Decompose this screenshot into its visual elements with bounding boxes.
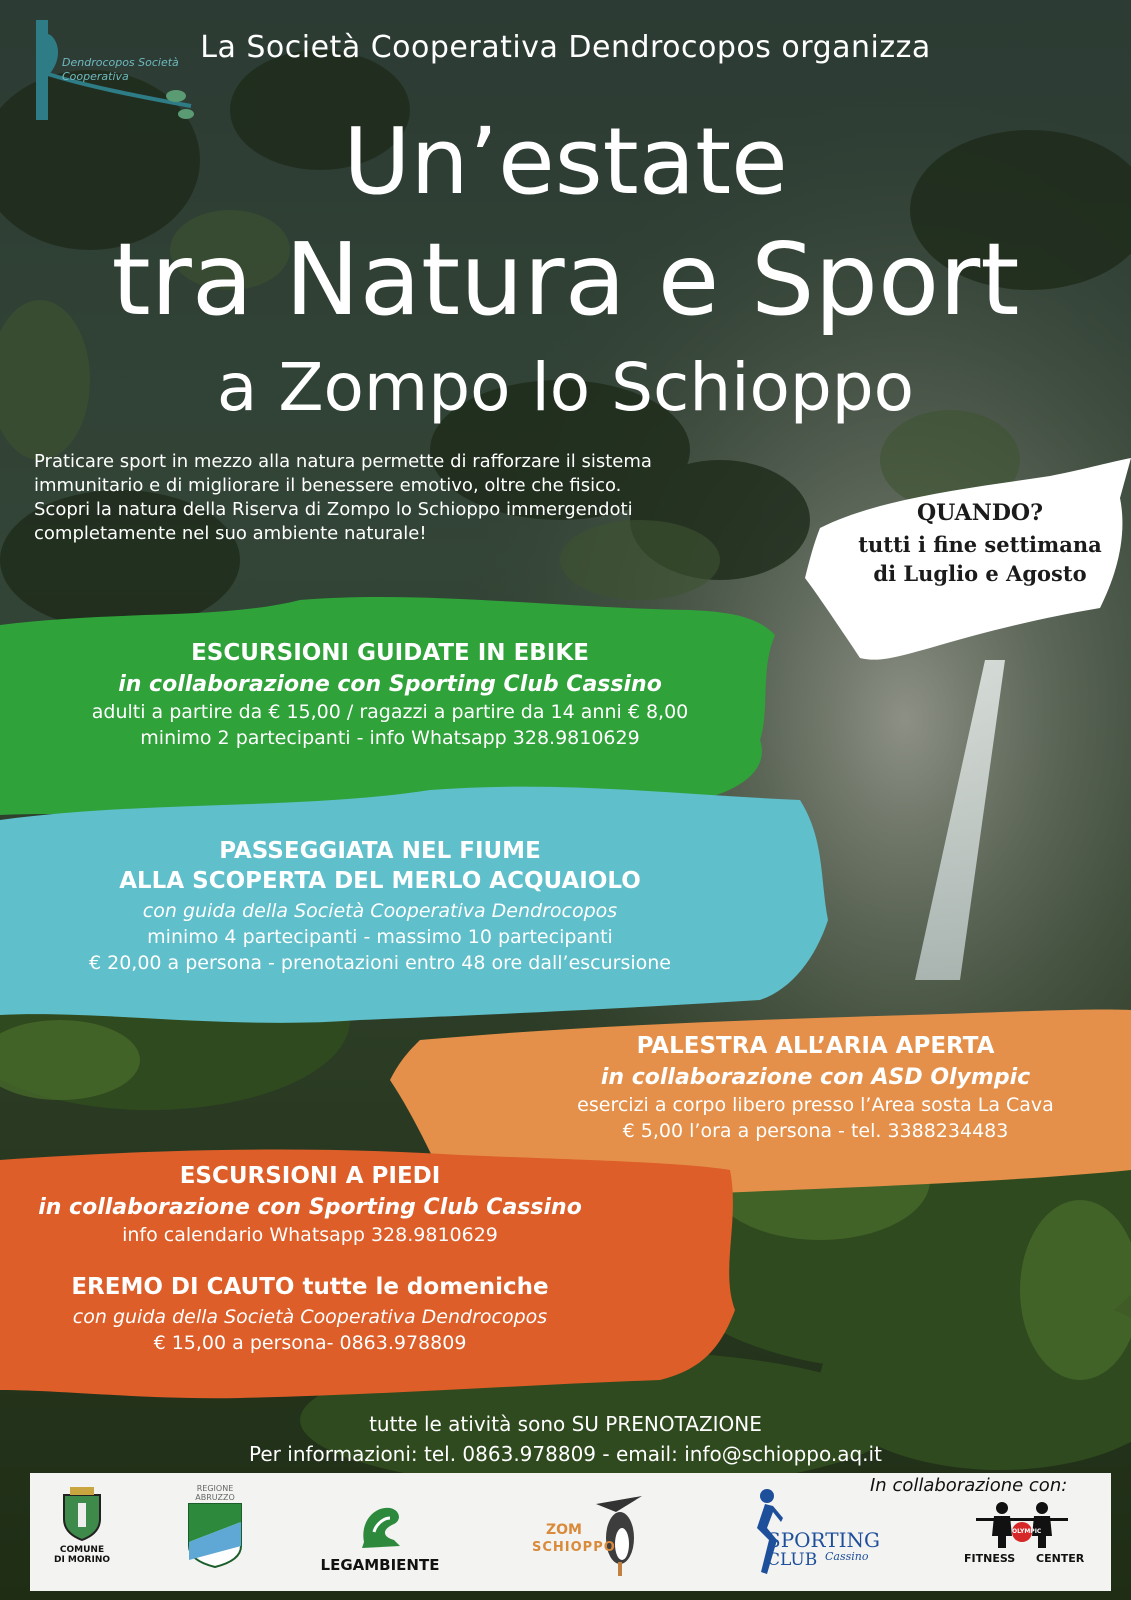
ebike-collab: in collaborazione con Sporting Club Cassino <box>118 672 662 697</box>
sporting-text-3: Cassino <box>825 1550 869 1563</box>
title-line-3: a Zompo lo Schioppo <box>216 349 915 426</box>
coat-of-arms-icon <box>60 1485 104 1541</box>
sporting-text-1: SPORTING <box>767 1528 880 1552</box>
river-participants: minimo 4 partecipanti - massimo 10 partecipanti <box>147 926 613 948</box>
walk-collab: in collaborazione con Sporting Club Cassino <box>38 1195 582 1220</box>
fitness-text-1: FITNESS <box>964 1552 1016 1565</box>
logo-text: Dendrocopos Società Cooperativa <box>62 56 179 83</box>
river-price: € 20,00 a persona - prenotazioni entro 48 ore dall’escursione <box>88 952 671 974</box>
ebike-title: ESCURSIONI GUIDATE IN EBIKE <box>191 640 589 666</box>
walk-title: ESCURSIONI A PIEDI <box>179 1163 441 1189</box>
gym-section <box>500 1033 1131 1142</box>
fitness-text-2: OLYMPIC <box>1012 1528 1042 1535</box>
collaboration-label: In collaborazione con: <box>870 1475 1068 1496</box>
gym-collab: in collaborazione con ASD Olympic <box>600 1065 1031 1090</box>
title-line-1: Un’estate <box>343 108 788 215</box>
eremo-guide: con guida della Società Cooperativa Dendrocopos <box>72 1306 548 1328</box>
ebike-info: minimo 2 partecipanti - info Whatsapp 328.9810629 <box>140 727 640 749</box>
morino-line-1: COMUNE <box>59 1545 105 1555</box>
zompo-text-2: SCHIOPPO <box>532 1540 616 1555</box>
sporting-text-2: CLUB <box>767 1550 818 1570</box>
intro-paragraph <box>34 450 734 546</box>
intro-line: Scopri la natura della Riserva di Zompo lo Schioppo immergendoti <box>34 499 633 520</box>
athletes-icon <box>972 1500 1072 1550</box>
eremo-title: EREMO DI CAUTO tutte le domeniche <box>71 1274 549 1300</box>
ebike-prices: adulti a partire da € 15,00 / ragazzi a partire da 14 anni € 8,00 <box>91 701 689 723</box>
legambiente-text: LEGAMBIENTE <box>320 1556 440 1574</box>
comune-morino-logo <box>52 1485 112 1565</box>
gym-price: € 5,00 l’ora a persona - tel. 3388234483 <box>622 1120 1009 1142</box>
fitness-olympic-center-logo <box>958 1500 1088 1572</box>
river-title-1: PASSEGGIATA NEL FIUME <box>219 838 541 864</box>
intro-line: completamente nel suo ambiente naturale! <box>34 523 427 544</box>
when-line-2: di Luglio e Agosto <box>873 561 1087 586</box>
when-box <box>830 500 1130 586</box>
river-section <box>0 838 760 974</box>
region-shield-icon <box>187 1502 243 1568</box>
morino-line-2: DI MORINO <box>53 1555 111 1565</box>
intro-line: immunitario e di migliorare il benessere emotivo, oltre che fisico. <box>34 475 622 496</box>
zompo-text-1: ZOM <box>546 1522 582 1538</box>
fitness-text-3: CENTER <box>1036 1552 1085 1565</box>
walk-info: info calendario Whatsapp 328.9810629 <box>122 1224 498 1246</box>
swan-icon <box>354 1502 406 1552</box>
abruzzo-line-1: REGIONE <box>196 1484 234 1493</box>
sporting-club-logo <box>745 1488 885 1578</box>
gym-location: esercizi a corpo libero presso l’Area sosta La Cava <box>577 1094 1054 1116</box>
eremo-price: € 15,00 a persona- 0863.978809 <box>153 1332 467 1354</box>
legambiente-logo <box>310 1502 450 1574</box>
bird-icon <box>586 1494 648 1578</box>
river-guide: con guida della Società Cooperativa Dendrocopos <box>142 900 618 922</box>
river-title-2: ALLA SCOPERTA DEL MERLO ACQUAIOLO <box>119 868 641 894</box>
when-line-1: tutti i fine settimana <box>858 532 1102 557</box>
abruzzo-line-2: ABRUZZO <box>195 1493 235 1502</box>
walk-section <box>0 1163 620 1354</box>
intro-line: Praticare sport in mezzo alla natura permette di rafforzare il sistema <box>34 451 652 472</box>
when-title: QUANDO? <box>917 500 1043 526</box>
organizer-line: La Società Cooperativa Dendrocopos organizza <box>200 30 931 65</box>
regione-abruzzo-logo <box>175 1484 255 1572</box>
booking-note: tutte le atività sono SU PRENOTAZIONE <box>369 1412 762 1436</box>
zompo-schioppo-logo <box>528 1500 658 1580</box>
contact-info: Per informazioni: tel. 0863.978809 - email: info@schioppo.aq.it <box>249 1442 882 1466</box>
title-line-2: tra Natura e Sport <box>111 221 1020 338</box>
ebike-section <box>0 640 780 749</box>
gym-title: PALESTRA ALL’ARIA APERTA <box>636 1033 995 1059</box>
